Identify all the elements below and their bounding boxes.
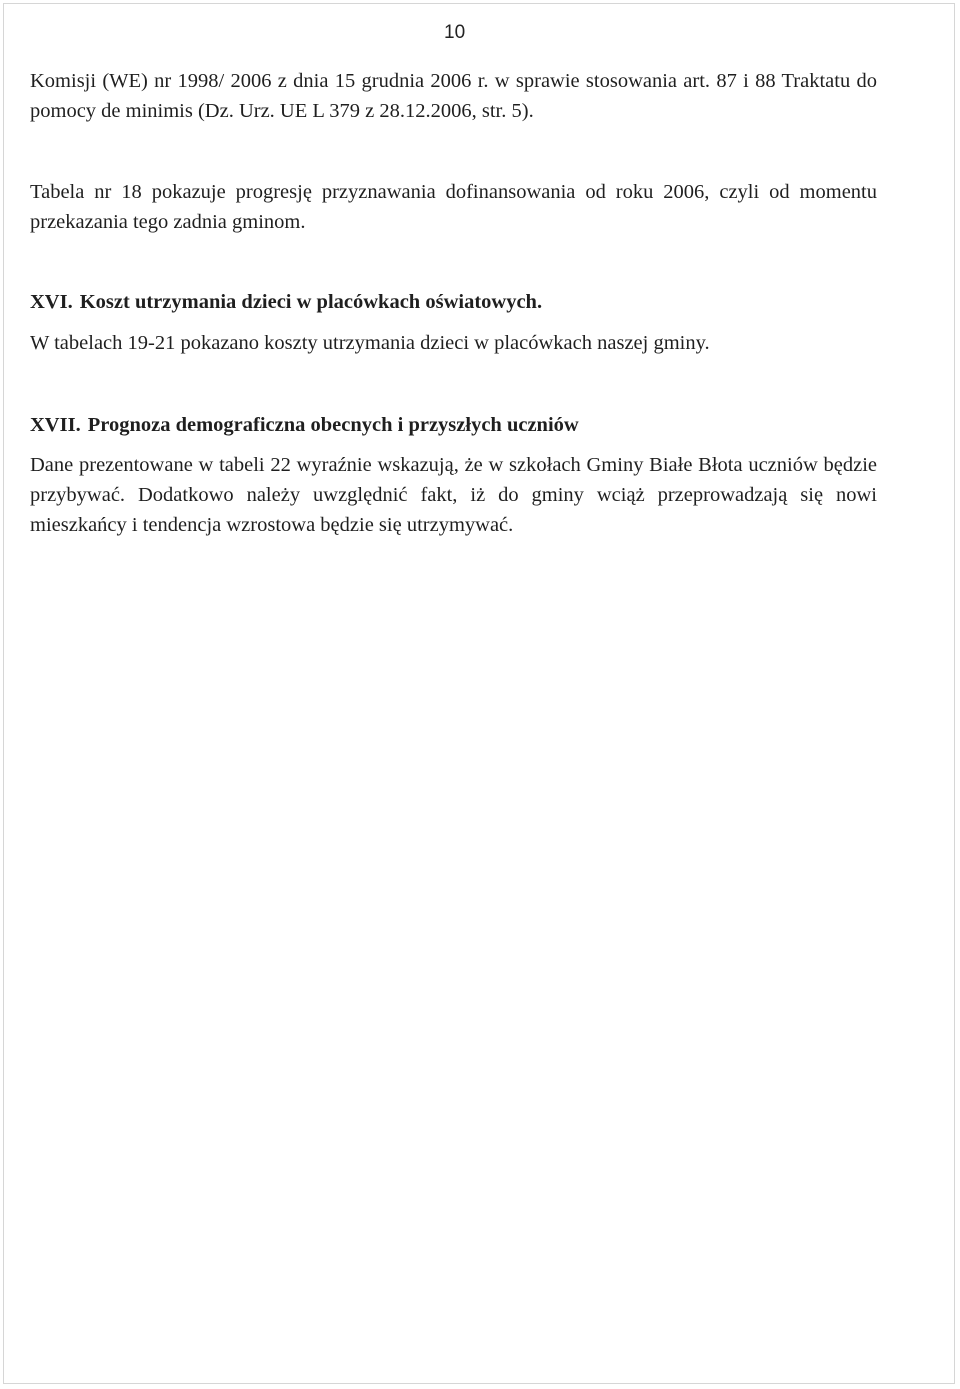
section-16-title: Koszt utrzymania dzieci w placówkach oświatowych. (79, 291, 543, 313)
section-17-body: Dane prezentowane w tabeli 22 wyraźnie wskazują, że w szkołach Gminy Białe Błota uczniów będzie przybywać. Dodatkowo należy uwzględnić fakt, iż do gminy wciąż przeprowadzają się nowi mieszkańcy i tendencja wzrostowa będzie się utrzymywać. (30, 454, 877, 536)
section-16-number: XVI. (30, 291, 73, 313)
section-17-title: Prognoza demograficzna obecnych i przyszłych uczniów (87, 414, 579, 436)
page-number: 10 (444, 22, 466, 43)
paragraph-intro: Komisji (WE) nr 1998/ 2006 z dnia 15 grudnia 2006 r. w sprawie stosowania art. 87 i 88 Traktatu do pomocy de minimis (Dz. Urz. UE L 379 z 28.12.2006, str. 5). (30, 70, 877, 122)
paragraph-table-18: Tabela nr 18 pokazuje progresję przyznawania dofinansowania od roku 2006, czyli od momentu przekazania tego zadnia gminom. (30, 181, 877, 233)
section-16-body: W tabelach 19-21 pokazano koszty utrzymania dzieci w placówkach naszej gminy. (30, 332, 710, 354)
section-17-number: XVII. (30, 414, 81, 436)
section-16-heading (30, 287, 877, 317)
section-17-heading (30, 410, 877, 440)
